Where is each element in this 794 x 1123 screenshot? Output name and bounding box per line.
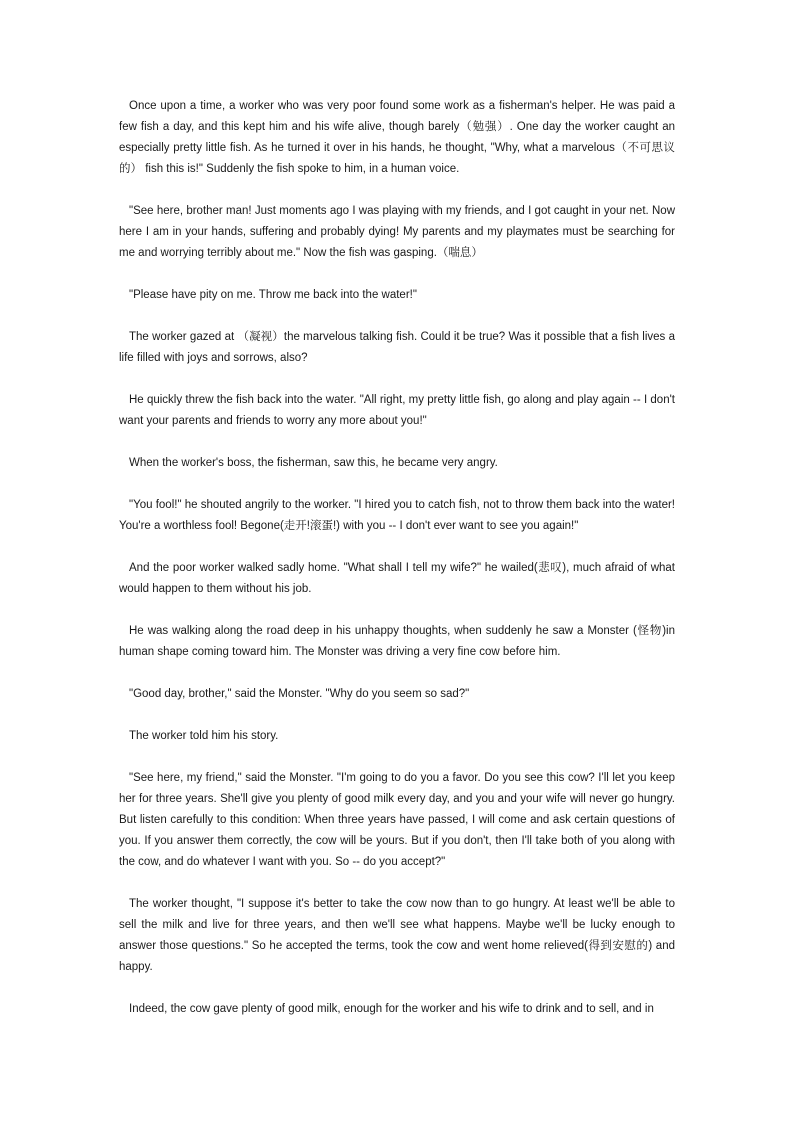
story-paragraph-9: He was walking along the road deep in his unhappy thoughts, when suddenly he saw a Monster (怪物)in human shape coming toward him. The Monster was driving a very fine cow before him. — [119, 625, 675, 658]
story-paragraph-6: When the worker's boss, the fisherman, saw this, he became very angry. — [129, 457, 498, 469]
story-paragraph-10: "Good day, brother," said the Monster. "Why do you seem so sad?" — [129, 688, 470, 700]
story-paragraph-8: And the poor worker walked sadly home. "What shall I tell my wife?" he wailed(悲叹), much afraid of what would happen to them without his job. — [119, 562, 675, 595]
story-paragraph-11: The worker told him his story. — [129, 730, 279, 742]
story-paragraph-2: "See here, brother man! Just moments ago I was playing with my friends, and I got caught in your net. Now here I am in your hands, suffering and probably dying! My parents and my playmates must be searching for me and worrying terribly about me." Now the fish was gasping.（喘息） — [119, 205, 675, 259]
story-paragraph-7: "You fool!" he shouted angrily to the worker. "I hired you to catch fish, not to throw them back into the water! You're a worthless fool! Begone(走开!滚蛋!) with you -- I don't ever want to see you again!" — [119, 499, 675, 532]
story-paragraph-3: "Please have pity on me. Throw me back into the water!" — [129, 289, 417, 301]
story-paragraph-12: "See here, my friend," said the Monster. "I'm going to do you a favor. Do you see this cow? I'll let you keep her for three years. She'll give you plenty of good milk every day, and you and your wife will never go hungry. But listen carefully to this condition: When three years have passed, I will come and ask certain questions of you. If you answer them correctly, the cow will be yours. But if you don't, then I'll take both of you along with the cow, and do whatever I want with you. So -- do you accept?" — [119, 772, 675, 868]
story-paragraph-1: Once upon a time, a worker who was very poor found some work as a fisherman's helper. He was paid a few fish a day, and this kept him and his wife alive, though barely（勉强）. One day the worker caught an especially pretty little fish. As he turned it over in his hands, he thought, "Why, what a marvelous（不可思议的） fish this is!" Suddenly the fish spoke to him, in a human voice. — [119, 100, 675, 175]
story-paragraph-5: He quickly threw the fish back into the water. "All right, my pretty little fish, go along and play again -- I don't want your parents and friends to worry any more about you!" — [119, 394, 675, 427]
document-page — [119, 96, 675, 1041]
story-paragraph-4: The worker gazed at （凝视）the marvelous talking fish. Could it be true? Was it possible that a fish lives a life filled with joys and sorrows, also? — [119, 331, 675, 364]
story-paragraph-13: The worker thought, "I suppose it's better to take the cow now than to go hungry. At least we'll be able to sell the milk and live for three years, and then we'll see what happens. Maybe we'll be lucky enough to answer those questions." So he accepted the terms, took the cow and went home relieved(得到安慰的) and happy. — [119, 898, 675, 973]
story-paragraph-14: Indeed, the cow gave plenty of good milk, enough for the worker and his wife to drink and to sell, and in — [129, 1003, 654, 1015]
